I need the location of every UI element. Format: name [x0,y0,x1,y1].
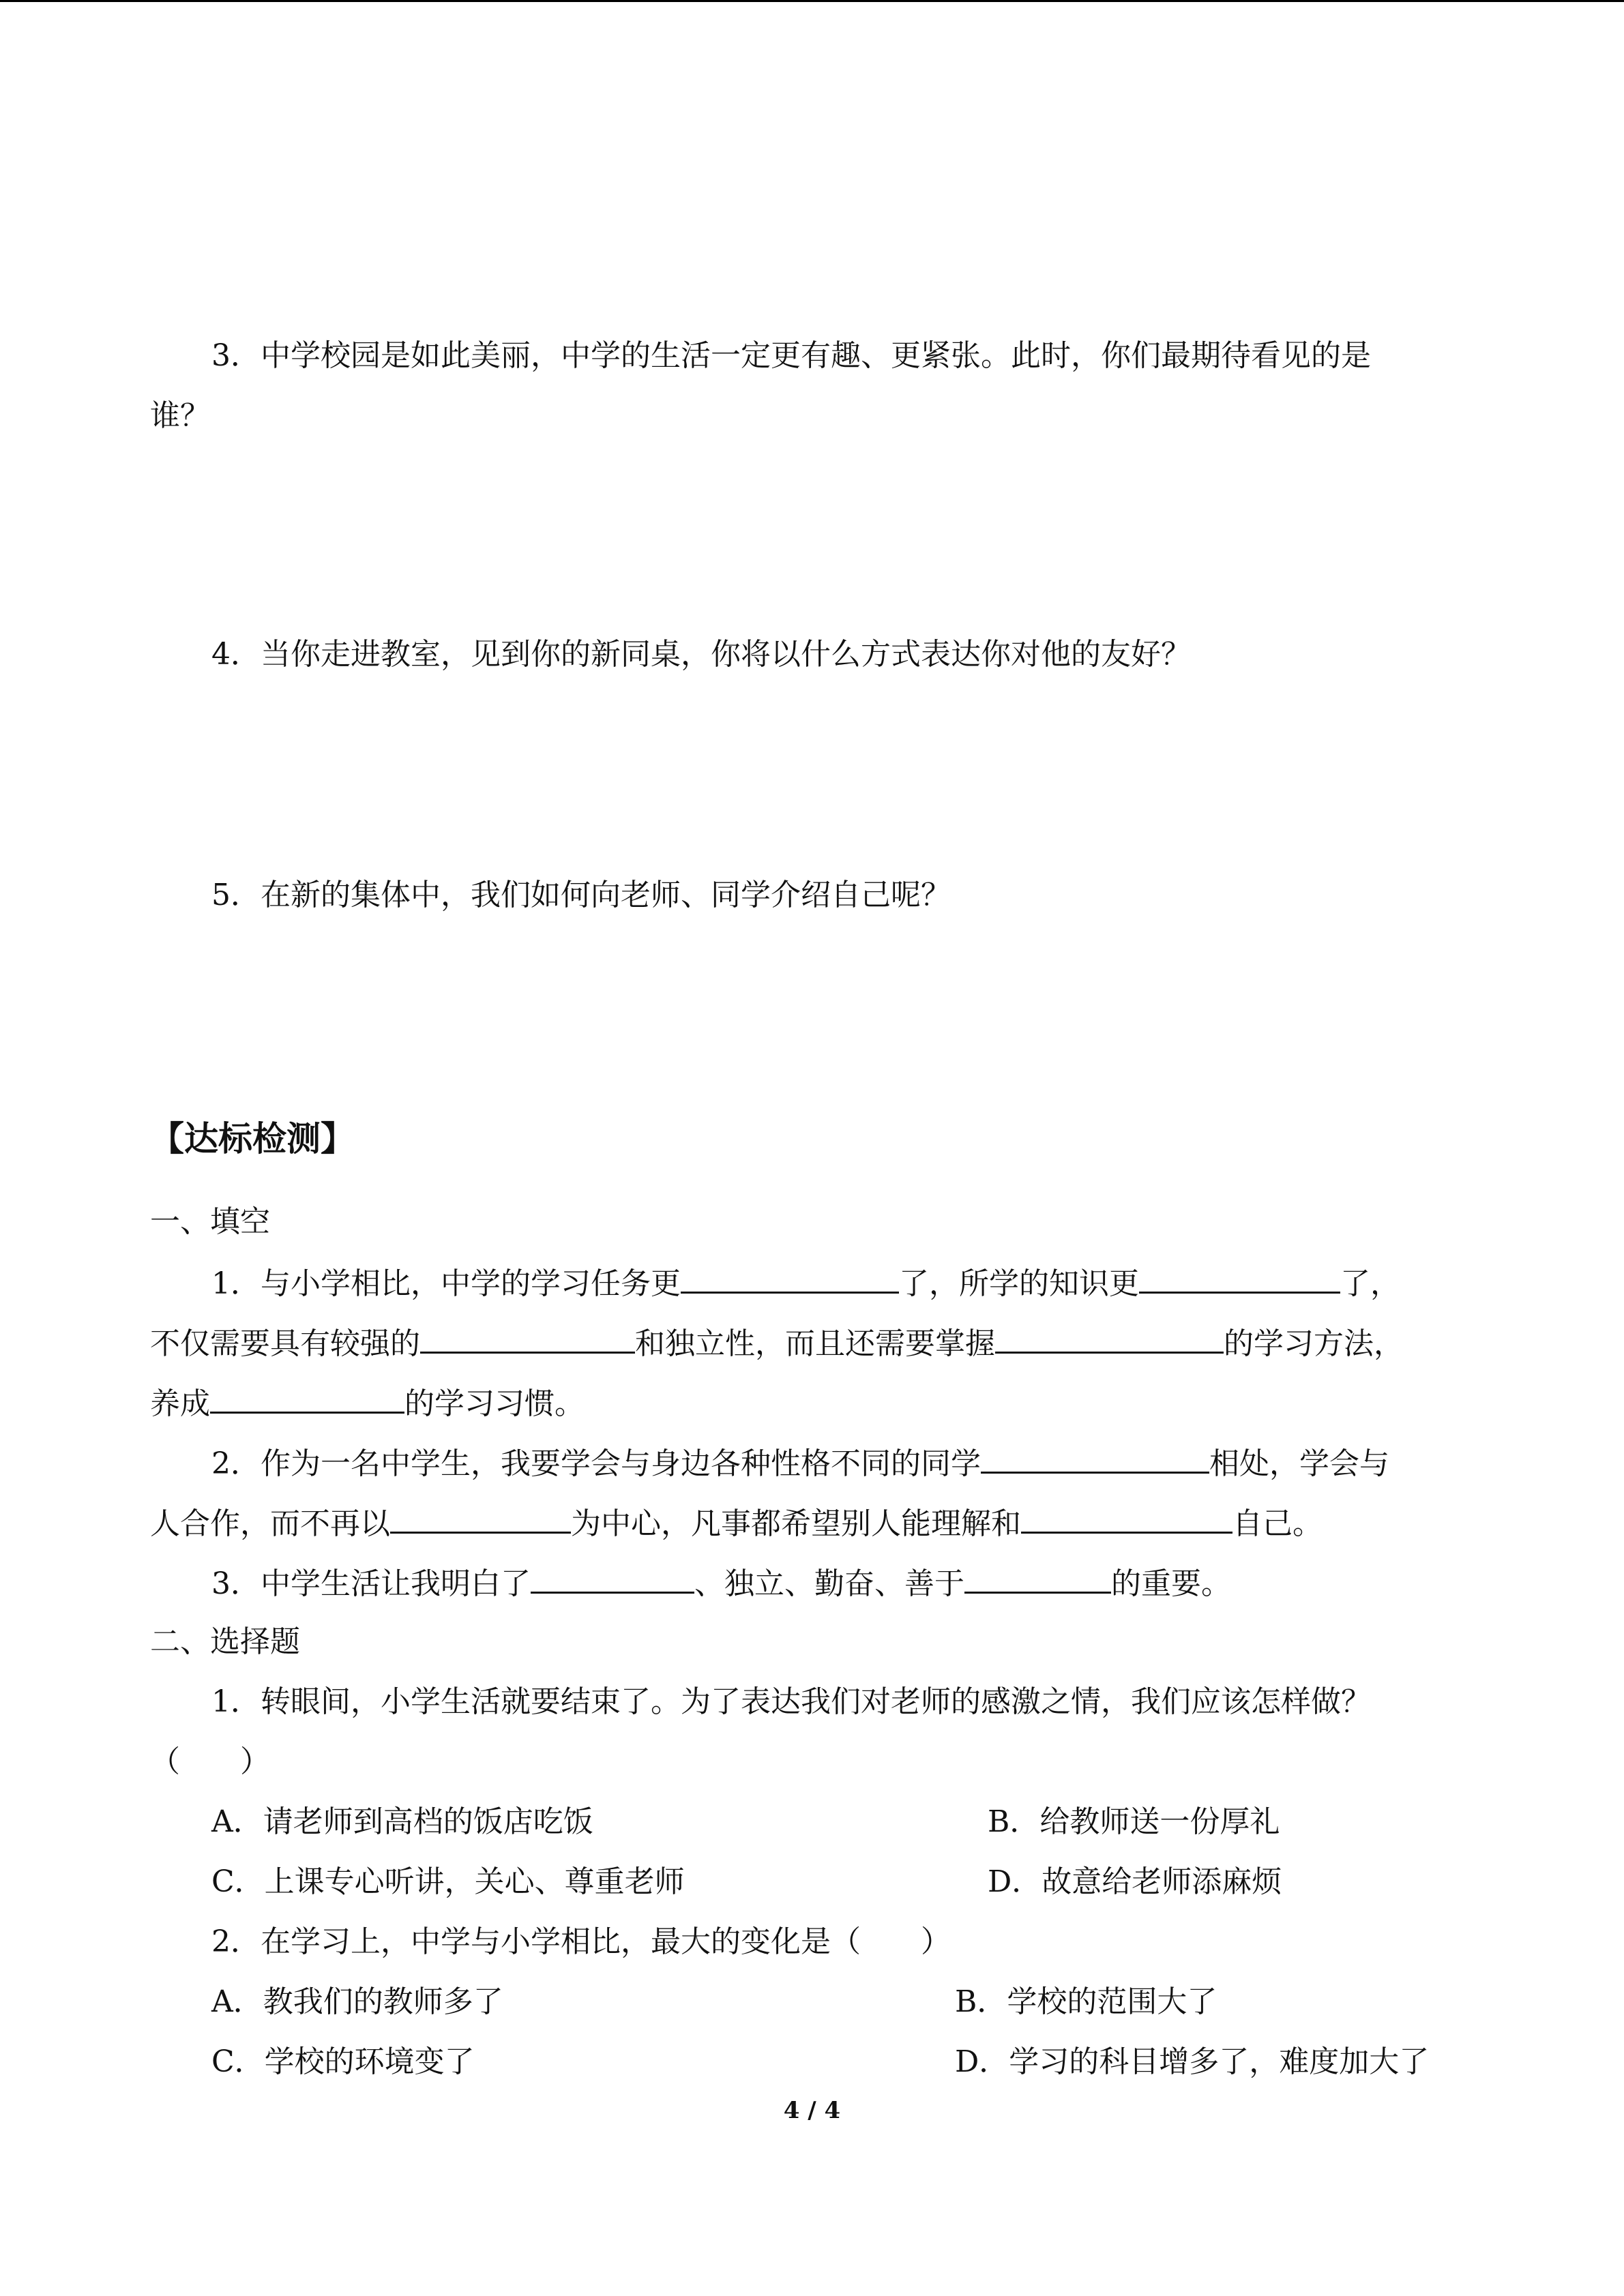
fill-question-2-line-1 [211,1442,1538,1485]
page-number: 4 / 4 [783,2097,841,2124]
question-3-line-2: 谁？ [150,398,210,433]
fill-text: 的重要。 [1111,1566,1231,1601]
choice-1-option-d[interactable]: D．故意给老师添麻烦 [988,1864,1282,1899]
answer-blank[interactable] [981,1442,1209,1474]
choice-2-option-b[interactable]: B．学校的范围大了 [955,1984,1217,2019]
choice-2-option-c[interactable]: C．学校的环境变了 [211,2044,475,2079]
fill-text: 自己。 [1232,1506,1323,1541]
answer-blank[interactable] [1139,1262,1340,1294]
fill-text: 了，所学的知识更 [899,1266,1139,1301]
choice-question-2-stem: 2．在学习上，中学与小学相比，最大的变化是（ ） [211,1924,951,1959]
fill-question-1-line-1 [211,1262,1538,1304]
fill-text: 的学习方法， [1224,1326,1404,1361]
fill-text: 2．作为一名中学生，我要学会与身边各种性格不同的同学 [211,1446,981,1481]
answer-blank[interactable] [531,1562,694,1594]
fill-text: 1．与小学相比，中学的学习任务更 [211,1266,681,1301]
fill-text: 相处，学会与 [1209,1446,1389,1481]
answer-blank[interactable] [995,1322,1224,1354]
fill-question-1-line-3 [150,1382,1477,1425]
fill-question-3 [211,1562,1538,1605]
choice-1-option-a[interactable]: A．请老师到高档的饭店吃饭 [211,1804,593,1839]
page-top-border [0,0,1624,2]
question-4: 4．当你走进教室，见到你的新同桌，你将以什么方式表达你对他的友好？ [211,637,1191,672]
question-3-line-1: 3．中学校园是如此美丽，中学的生活一定更有趣、更紧张。此时，你们最期待看见的是 [211,338,1371,373]
answer-blank[interactable] [420,1322,635,1354]
question-5: 5．在新的集体中，我们如何向老师、同学介绍自己呢？ [211,878,951,912]
choice-2-option-a[interactable]: A．教我们的教师多了 [211,1984,503,2019]
answer-blank[interactable] [210,1382,404,1414]
fill-text: 人合作，而不再以 [150,1506,390,1541]
answer-blank[interactable] [964,1562,1111,1594]
answer-blank[interactable] [390,1502,571,1534]
part-2-title: 二、选择题 [150,1624,300,1659]
section-title: 【达标检测】 [150,1119,355,1159]
choice-1-option-b[interactable]: B．给教师送一份厚礼 [988,1804,1280,1839]
fill-text: 、独立、勤奋、善于 [694,1566,964,1601]
fill-text: 不仅需要具有较强的 [150,1326,420,1361]
fill-text: 为中心，凡事都希望别人能理解和 [571,1506,1021,1541]
answer-blank[interactable] [681,1262,899,1294]
choice-2-option-d[interactable]: D．学习的科目增多了，难度加大了 [955,2044,1430,2079]
choice-question-1-stem: 1．转眼间，小学生活就要结束了。为了表达我们对老师的感激之情，我们应该怎样做？ [211,1684,1371,1719]
answer-parentheses: （ ） [150,1744,270,1779]
fill-question-2-line-2 [150,1502,1477,1545]
fill-text: 3．中学生活让我明白了 [211,1566,531,1601]
fill-text: 的学习习惯。 [404,1386,585,1421]
choice-1-option-c[interactable]: C．上课专心听讲，关心、尊重老师 [211,1864,685,1899]
fill-question-1-line-2 [150,1322,1477,1365]
answer-blank[interactable] [1021,1502,1232,1534]
part-1-title: 一、填空 [150,1204,270,1239]
fill-text: 和独立性，而且还需要掌握 [635,1326,995,1361]
fill-text: 了， [1340,1266,1400,1301]
fill-text: 养成 [150,1386,210,1421]
